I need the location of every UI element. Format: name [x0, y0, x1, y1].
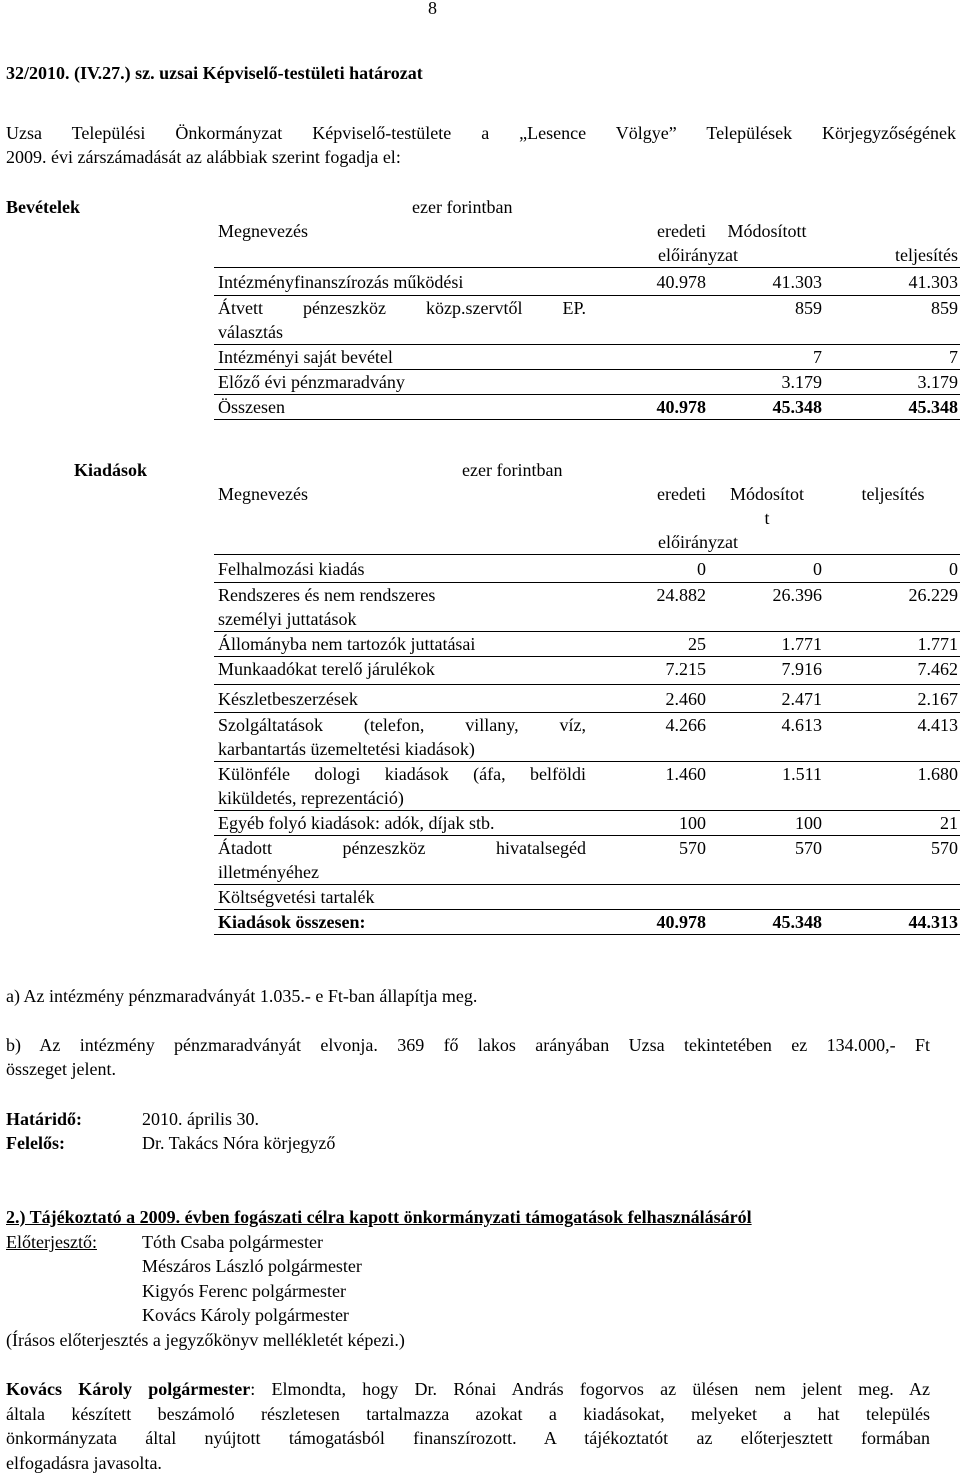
- income-header-mod: Módosított: [727, 221, 807, 241]
- income-row-orig: 40.978: [656, 272, 706, 292]
- expenses-row-done: 0: [949, 559, 958, 579]
- expenses-total-name: Kiadások összesen:: [214, 910, 588, 935]
- expenses-row-orig: 1.460: [588, 762, 708, 811]
- expenses-row-orig: 4.266: [588, 713, 708, 762]
- expenses-row-done: 4.413: [824, 713, 960, 762]
- resolution-title: 32/2010. (IV.27.) sz. uzsai Képviselő-testületi határozat: [6, 63, 423, 83]
- speech-line-2: általa készített beszámoló részletesen tartalmazza azokat a kiadásokat, melyeket a hat település: [6, 1404, 930, 1424]
- expenses-row-orig: [588, 885, 708, 910]
- expenses-row-mod: 100: [708, 811, 824, 836]
- expenses-row-orig: 570: [588, 836, 708, 885]
- expenses-row-name-cont: személyi juttatások: [218, 609, 357, 629]
- income-row-name-cont: választás: [218, 322, 283, 342]
- income-header-plan: előirányzat: [588, 243, 824, 268]
- expenses-row-mod: 2.471: [708, 685, 824, 713]
- intro-line-1: Uzsa Települési Önkormányzat Képviselő-testülete a „Lesence Völgye” Települések Körjegyzőségének: [6, 123, 956, 143]
- section-2-title: 2.) Tájékoztató a 2009. évben fogászati célra kapott önkormányzati támogatások felhasználásáról: [6, 1207, 752, 1227]
- presenter-item: Kovács Károly polgármester: [142, 1305, 349, 1325]
- expenses-row-name: Munkaadókat terelő járulékok: [214, 657, 588, 685]
- presenter-item: Mészáros László polgármester: [142, 1256, 362, 1276]
- expenses-header-mod: Módosítot: [729, 484, 804, 504]
- expenses-row-mod: 1.771: [708, 632, 824, 657]
- speech-line-3: önkormányzata által nyújtott támogatásból finanszírozott. A tájékoztatót az előterjesztett formában: [6, 1428, 930, 1448]
- expenses-row-mod: 1.511: [708, 762, 824, 811]
- responsible-value: Dr. Takács Nóra körjegyző: [142, 1133, 336, 1153]
- expenses-row-mod: 570: [708, 836, 824, 885]
- intro-line-2: 2009. évi zárszámadását az alábbiak szerint fogadja el:: [6, 147, 401, 167]
- expenses-table: [214, 458, 960, 935]
- expenses-row-done: 26.229: [824, 583, 960, 632]
- income-row-name: Átvett pénzeszköz közp.szervtől EP.: [218, 298, 586, 318]
- income-row-mod: 41.303: [772, 272, 822, 292]
- presenter-item: Tóth Csaba polgármester: [142, 1232, 323, 1252]
- income-header-done: teljesítés: [824, 243, 960, 268]
- expenses-row-mod: [708, 885, 824, 910]
- income-label: Bevételek: [6, 197, 80, 217]
- deadline-label: Határidő:: [6, 1109, 82, 1129]
- point-b-line-2: összeget jelent.: [6, 1059, 116, 1079]
- expenses-row-name-cont: karbantartás üzemeltetési kiadások): [218, 739, 475, 759]
- speech-line-4: elfogadásra javasolta.: [6, 1453, 162, 1473]
- expenses-row-name: Állományba nem tartozók juttatásai: [214, 632, 588, 657]
- expenses-row-orig: 2.460: [588, 685, 708, 713]
- income-total-orig: 40.978: [588, 395, 708, 420]
- expenses-row-done: [824, 885, 960, 910]
- expenses-total-orig: 40.978: [588, 910, 708, 935]
- expenses-header-mod-cont: t: [764, 508, 770, 528]
- expenses-row-orig: 7.215: [588, 657, 708, 685]
- income-table: [214, 195, 960, 420]
- income-total-name: Összesen: [214, 395, 588, 420]
- expenses-row-name: Átadott pénzeszköz hivatalsegéd: [218, 838, 586, 858]
- expenses-row-name-cont: illetményéhez: [218, 862, 319, 882]
- expenses-row-name: Készletbeszerzések: [214, 685, 588, 713]
- deadline-value: 2010. április 30.: [142, 1109, 259, 1129]
- expenses-row-orig: 100: [588, 811, 708, 836]
- expenses-row-name: Különféle dologi kiadások (áfa, belföldi: [218, 764, 586, 784]
- expenses-row-done: 1.680: [824, 762, 960, 811]
- income-row-orig: [588, 296, 708, 345]
- expenses-row-orig: 24.882: [588, 583, 708, 632]
- income-total-mod: 45.348: [708, 395, 824, 420]
- income-row-name: Előző évi pénzmaradvány: [214, 370, 588, 395]
- expenses-row-done: 1.771: [824, 632, 960, 657]
- responsible-label: Felelős:: [6, 1133, 65, 1153]
- expenses-total-mod: 45.348: [708, 910, 824, 935]
- income-row-orig: [588, 345, 708, 370]
- expenses-row-mod: 4.613: [708, 713, 824, 762]
- income-row-done: 41.303: [908, 272, 958, 292]
- income-total-done: 45.348: [824, 395, 960, 420]
- income-row-name: Intézményi saját bevétel: [214, 345, 588, 370]
- presenter-item: Kigyós Ferenc polgármester: [142, 1281, 346, 1301]
- income-row-done: 7: [824, 345, 960, 370]
- expenses-row-done: 21: [824, 811, 960, 836]
- speaker-name: Kovács Károly polgármester: [6, 1379, 251, 1399]
- expenses-row-name: Egyéb folyó kiadások: adók, díjak stb.: [214, 811, 588, 836]
- income-unit: ezer forintban: [412, 197, 513, 217]
- expenses-row-done: 2.167: [824, 685, 960, 713]
- point-b-line-1: b) Az intézmény pénzmaradványát elvonja. 369 fő lakos arányában Uzsa tekintetében ez 134.000,- Ft: [6, 1035, 930, 1055]
- expenses-header-done: teljesítés: [861, 484, 925, 504]
- presenter-label: Előterjesztő:: [6, 1232, 97, 1252]
- expenses-label: Kiadások: [74, 460, 148, 480]
- expenses-header-name: Megnevezés: [218, 484, 308, 504]
- expenses-row-mod: 0: [813, 559, 822, 579]
- speech-text: : Elmondta, hogy Dr. Rónai András fogorvos az ülésen nem jelent meg. Az: [250, 1379, 930, 1399]
- income-row-done: 859: [824, 296, 960, 345]
- expenses-row-name: Költségvetési tartalék: [214, 885, 588, 910]
- expenses-header-orig: eredeti: [657, 484, 706, 504]
- expenses-total-done: 44.313: [824, 910, 960, 935]
- income-header-orig: eredeti: [657, 221, 706, 241]
- income-header-name: Megnevezés: [218, 221, 308, 241]
- expenses-row-orig: 0: [697, 559, 706, 579]
- expenses-row-mod: 7.916: [708, 657, 824, 685]
- expenses-row-name: Felhalmozási kiadás: [218, 559, 365, 579]
- income-row-mod: 3.179: [708, 370, 824, 395]
- income-row-done: 3.179: [824, 370, 960, 395]
- income-row-orig: [588, 370, 708, 395]
- income-row-mod: 7: [708, 345, 824, 370]
- expenses-row-orig: 25: [588, 632, 708, 657]
- point-a: a) Az intézmény pénzmaradványát 1.035.- e Ft-ban állapítja meg.: [6, 986, 478, 1006]
- expenses-row-mod: 26.396: [708, 583, 824, 632]
- expenses-row-done: 570: [824, 836, 960, 885]
- expenses-unit: ezer forintban: [462, 460, 563, 480]
- expenses-row-name: Rendszeres és nem rendszeres: [218, 585, 436, 605]
- expenses-row-name-cont: kiküldetés, reprezentáció): [218, 788, 404, 808]
- income-row-name: Intézményfinanszírozás működési: [218, 272, 464, 292]
- speech-line-1: [6, 1377, 930, 1401]
- written-note: (Írásos előterjesztés a jegyzőkönyv mellékletét képezi.): [6, 1330, 405, 1350]
- expenses-row-name: Szolgáltatások (telefon, villany, víz,: [218, 715, 586, 735]
- expenses-header-plan: előirányzat: [588, 530, 824, 555]
- page-number: 8: [428, 0, 437, 18]
- income-row-mod: 859: [708, 296, 824, 345]
- expenses-row-done: 7.462: [824, 657, 960, 685]
